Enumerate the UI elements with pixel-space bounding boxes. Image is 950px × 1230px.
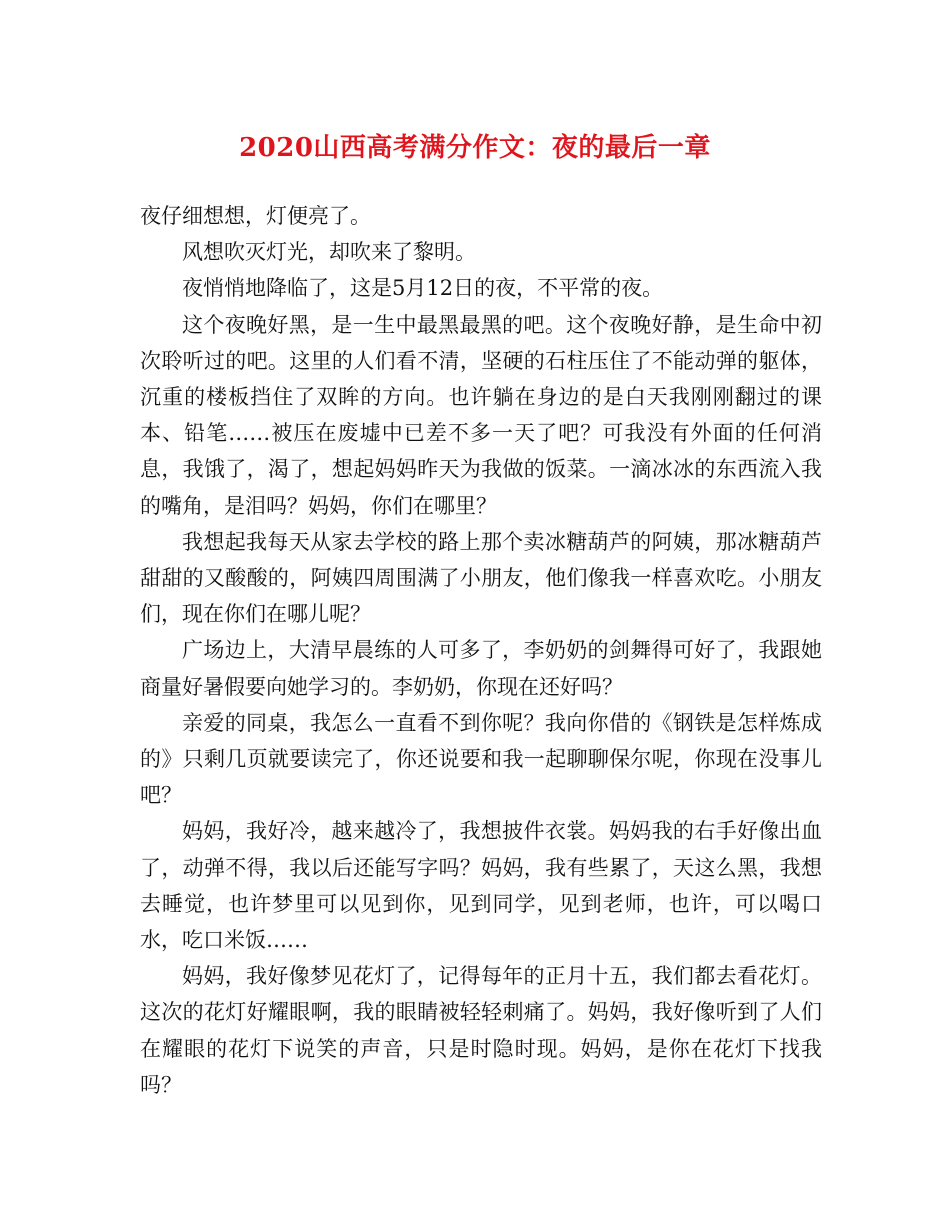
paragraph-3: 夜悄悄地降临了，这是5月12日的夜，不平常的夜。	[182, 276, 664, 301]
paragraph-5: 我想起我每天从家去学校的路上那个卖冰糖葫芦的阿姨，那冰糖葫芦甜甜的又酸酸的，阿姨四周围满了小朋友，他们像我一样喜欢吃。小朋友们，现在你们在哪儿呢？	[140, 529, 822, 627]
paragraph-8: 妈妈，我好冷，越来越冷了，我想披件衣裳。妈妈我的右手好像出血了，动弹不得，我以后还能写字吗？妈妈，我有些累了，天这么黑，我想去睡觉，也许梦里可以见到你，见到同学，见到老师，也许，可以喝口水，吃口米饭……	[140, 819, 822, 953]
paragraph-6: 广场边上，大清早晨练的人可多了，李奶奶的剑舞得可好了，我跟她商量好暑假要向她学习的。李奶奶，你现在还好吗？	[140, 638, 822, 699]
paragraph-1: 夜仔细想想，灯便亮了。	[140, 204, 371, 228]
document-title: 2020山西高考满分作文：夜的最后一章	[239, 133, 711, 163]
paragraph-2: 风想吹灭灯光，却吹来了黎明。	[182, 240, 476, 265]
essay-body	[140, 198, 822, 1103]
paragraph-9: 妈妈，我好像梦见花灯了，记得每年的正月十五，我们都去看花灯。这次的花灯好耀眼啊，我的眼睛被轻轻刺痛了。妈妈，我好像听到了人们在耀眼的花灯下说笑的声音，只是时隐时现。妈妈，是你在花灯下找我吗？	[140, 964, 822, 1097]
paragraph-7: 亲爱的同桌，我怎么一直看不到你呢？我向你借的《钢铁是怎样炼成的》只剩几页就要读完了，你还说要和我一起聊聊保尔呢，你现在没事儿吧？	[140, 710, 822, 808]
paragraph-4: 这个夜晚好黑，是一生中最黑最黑的吧。这个夜晚好静，是生命中初次聆听过的吧。这里的人们看不清，坚硬的石柱压住了不能动弹的躯体，沉重的楼板挡住了双眸的方向。也许躺在身边的是白天我刚刚翻过的课本、铅笔……被压在废墟中已差不多一天了吧？可我没有外面的任何消息，我饿了，渴了，想起妈妈昨天为我做的饭菜。一滴冰冰的东西流入我的嘴角，是泪吗？妈妈，你们在哪里？	[140, 312, 822, 518]
